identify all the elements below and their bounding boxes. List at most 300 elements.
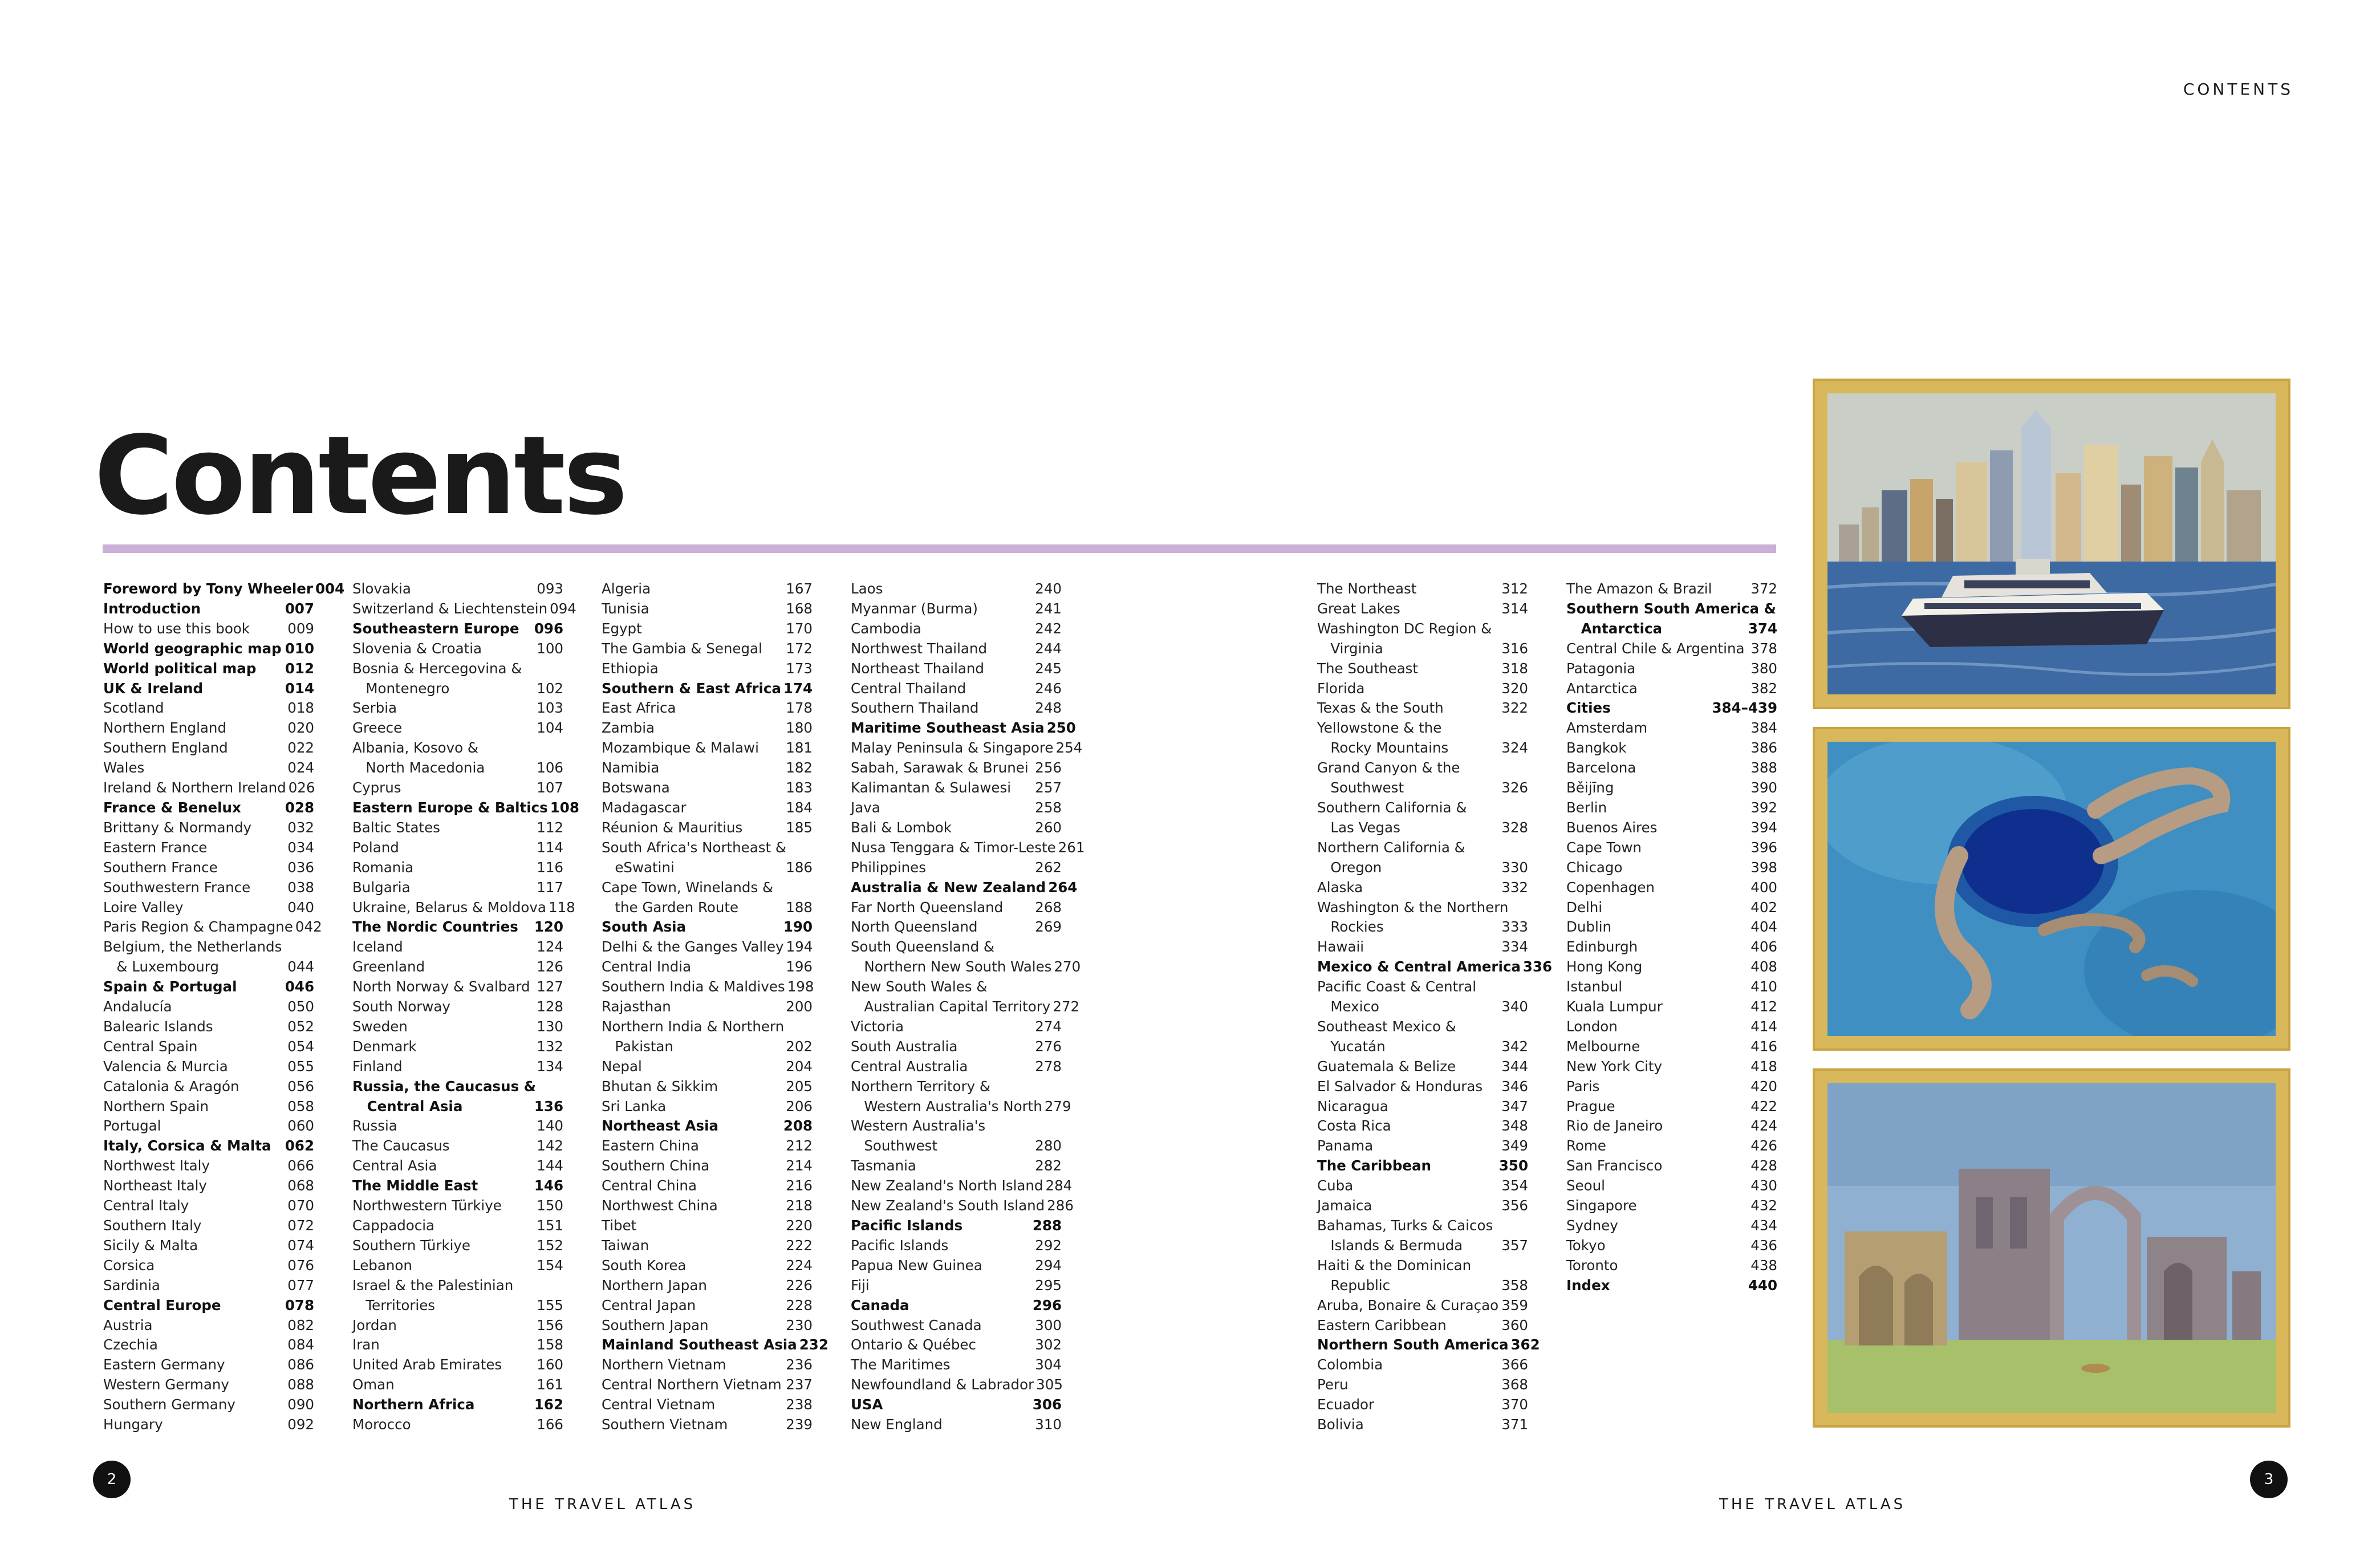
- toc-entry-page: 236: [786, 1356, 813, 1373]
- toc-entry-page: 156: [537, 1316, 563, 1333]
- toc-entry: [602, 738, 813, 758]
- toc-entry-title: Northern Territory &: [851, 1078, 991, 1095]
- toc-entry-title: The Maritimes: [851, 1356, 951, 1373]
- toc-entry-title: The Northeast: [1317, 580, 1417, 597]
- toc-entry: [851, 659, 1062, 679]
- toc-entry: [103, 1395, 314, 1415]
- toc-entry-title: Central Asia: [352, 1097, 463, 1115]
- toc-entry-title: Southeastern Europe: [352, 620, 519, 637]
- toc-entry: [1317, 599, 1528, 619]
- toc-entry-title: Northern Japan: [602, 1276, 707, 1294]
- toc-entry-page: 056: [287, 1078, 314, 1095]
- toc-entry-page: 146: [534, 1177, 563, 1194]
- toc-entry-title: Poland: [352, 839, 399, 856]
- toc-entry-page: 068: [287, 1177, 314, 1194]
- toc-entry: [1317, 858, 1528, 878]
- toc-entry-page: 372: [1751, 580, 1777, 597]
- toc-entry-title: Virginia: [1317, 640, 1383, 657]
- toc-entry: [851, 738, 1083, 758]
- toc-entry: [352, 1136, 563, 1156]
- toc-entry: [602, 1415, 813, 1435]
- toc-entry-title: New England: [851, 1416, 943, 1433]
- toc-entry-page: 406: [1751, 938, 1777, 956]
- toc-entry-title: Iran: [352, 1336, 380, 1353]
- toc-entry-title: Eastern Caribbean: [1317, 1316, 1447, 1333]
- toc-entry-title: Northwest Italy: [103, 1157, 210, 1174]
- toc-entry-page: 202: [786, 1038, 813, 1055]
- toc-entry: [352, 1156, 563, 1176]
- toc-entry-title: Iceland: [352, 938, 403, 956]
- toc-entry-page: 104: [537, 719, 563, 737]
- toc-entry-title: Index: [1566, 1276, 1610, 1294]
- toc-entry: [103, 1355, 314, 1375]
- toc-entry-title: Northwestern Türkiye: [352, 1197, 502, 1214]
- toc-section-heading: [602, 679, 813, 699]
- toc-entry-title: Guatemala & Belize: [1317, 1058, 1456, 1075]
- toc-entry-title: Nicaragua: [1317, 1097, 1388, 1115]
- toc-entry: [602, 619, 813, 639]
- toc-entry-page: 206: [786, 1097, 813, 1115]
- toc-entry: [103, 1156, 314, 1176]
- toc-entry-title: Sabah, Sarawak & Brunei: [851, 759, 1029, 776]
- toc-entry-title: UK & Ireland: [103, 680, 204, 697]
- toc-section-heading: [1566, 619, 1777, 639]
- toc-entry-title: New South Wales &: [851, 978, 988, 995]
- toc-entry-page: 142: [537, 1137, 563, 1154]
- toc-entry-title: Rio de Janeiro: [1566, 1117, 1663, 1135]
- toc-entry: [602, 1375, 813, 1395]
- toc-entry: [352, 1057, 563, 1077]
- toc-entry-title: Paris Region & Champagne: [103, 918, 293, 936]
- toc-entry-title: Egypt: [602, 620, 642, 637]
- toc-entry: [1317, 838, 1528, 858]
- toc-entry: [602, 579, 813, 599]
- toc-entry: [103, 1176, 314, 1196]
- toc-section-heading: [1317, 957, 1553, 977]
- toc-entry-title: Slovenia & Croatia: [352, 640, 482, 657]
- toc-entry-title: France & Benelux: [103, 799, 241, 816]
- toc-entry-title: Ontario & Québec: [851, 1336, 976, 1353]
- toc-entry-title: Mozambique & Malawi: [602, 739, 759, 757]
- toc-entry-page: 262: [1035, 859, 1062, 876]
- toc-entry-title: Southern Italy: [103, 1217, 202, 1234]
- toc-section-heading: [851, 718, 1076, 738]
- toc-entry-page: 328: [1501, 819, 1528, 836]
- toc-entry: [851, 917, 1062, 937]
- toc-section-heading: [103, 1296, 314, 1316]
- toc-entry-title: Jamaica: [1317, 1197, 1372, 1214]
- toc-entry-page: 168: [786, 600, 813, 617]
- toc-entry-title: Ukraine, Belarus & Moldova: [352, 898, 546, 916]
- toc-entry-page: 106: [537, 759, 563, 776]
- toc-entry: [851, 1256, 1062, 1276]
- toc-entry-page: 390: [1751, 779, 1777, 796]
- toc-entry-title: Eastern China: [602, 1137, 699, 1154]
- toc-entry: [1317, 1296, 1528, 1316]
- toc-entry-title: Brittany & Normandy: [103, 819, 252, 836]
- toc-entry-page: 312: [1501, 580, 1528, 597]
- toc-entry-title: Western Australia's North: [851, 1097, 1042, 1115]
- toc-entry: [1317, 579, 1528, 599]
- toc-entry-title: Newfoundland & Labrador: [851, 1376, 1034, 1393]
- toc-entry-page: 344: [1501, 1058, 1528, 1075]
- toc-entry-title: Bosnia & Hercegovina &: [352, 660, 522, 677]
- toc-entry: [1317, 718, 1528, 738]
- toc-entry-title: The Gambia & Senegal: [602, 640, 762, 657]
- toc-entry-title: Central Europe: [103, 1296, 221, 1314]
- toc-entry-title: Southern Türkiye: [352, 1237, 471, 1254]
- toc-entry-title: North Queensland: [851, 918, 978, 936]
- toc-entry-page: 430: [1751, 1177, 1777, 1194]
- toc-entry-title: Rocky Mountains: [1317, 739, 1449, 757]
- toc-entry: [103, 1375, 314, 1395]
- toc-entry: [1317, 1116, 1528, 1136]
- toc-entry-page: 322: [1501, 700, 1528, 717]
- toc-entry-title: Central Asia: [352, 1157, 437, 1174]
- toc-entry-page: 186: [786, 859, 813, 876]
- toc-entry: [602, 599, 813, 619]
- toc-entry: [851, 1415, 1062, 1435]
- toc-column-5: [1317, 579, 1553, 1435]
- toc-entry: [602, 878, 813, 898]
- toc-entry-page: 366: [1501, 1356, 1528, 1373]
- toc-entry-title: South Australia: [851, 1038, 958, 1055]
- toc-entry: [1566, 1156, 1777, 1176]
- toc-entry: [352, 1037, 563, 1057]
- toc-entry-page: 270: [1054, 958, 1081, 975]
- toc-entry-page: 014: [285, 680, 314, 697]
- toc-entry: [602, 1256, 813, 1276]
- toc-entry-page: 388: [1751, 759, 1777, 776]
- toc-entry-page: 346: [1501, 1078, 1528, 1095]
- toc-entry-title: Kalimantan & Sulawesi: [851, 779, 1012, 796]
- toc-entry: [352, 858, 563, 878]
- toc-entry: [602, 898, 813, 918]
- toc-entry-page: 155: [537, 1296, 563, 1314]
- toc-entry-title: Southwest Canada: [851, 1316, 982, 1333]
- toc-entry: [851, 1276, 1062, 1296]
- toc-entry: [851, 698, 1062, 718]
- toc-entry-page: 374: [1748, 620, 1777, 637]
- toc-entry-page: 182: [786, 759, 813, 776]
- toc-entry: [1566, 1037, 1777, 1057]
- toc-entry-page: 254: [1055, 739, 1083, 757]
- toc-entry-title: Washington DC Region &: [1317, 620, 1492, 637]
- toc-entry: [352, 1276, 563, 1296]
- toc-entry-page: 190: [783, 918, 813, 936]
- toc-entry: [352, 898, 575, 918]
- toc-entry-title: Canada: [851, 1296, 909, 1314]
- toc-entry-page: 117: [537, 879, 563, 896]
- toc-entry: [1566, 1057, 1777, 1077]
- toc-entry-page: 184: [786, 799, 813, 816]
- toc-entry-page: 054: [287, 1038, 314, 1055]
- toc-entry-title: Mainland Southeast Asia: [602, 1336, 797, 1353]
- toc-entry-title: Sweden: [352, 1018, 408, 1035]
- toc-entry: [851, 957, 1081, 977]
- toc-entry-page: 394: [1751, 819, 1777, 836]
- toc-entry: [1317, 997, 1528, 1017]
- toc-entry: [352, 1415, 563, 1435]
- toc-entry: [1317, 1176, 1528, 1196]
- toc-entry-page: 264: [1048, 879, 1078, 896]
- toc-entry: [103, 878, 314, 898]
- toc-entry: [103, 1077, 314, 1097]
- toc-entry: [103, 1116, 314, 1136]
- toc-entry-title: Costa Rica: [1317, 1117, 1391, 1135]
- toc-entry-page: 020: [287, 719, 314, 737]
- toc-entry-page: 261: [1058, 839, 1085, 856]
- toc-entry: [1317, 1276, 1528, 1296]
- toc-entry: [352, 1316, 563, 1336]
- toc-entry: [1317, 758, 1528, 778]
- toc-entry-page: 194: [786, 938, 813, 956]
- toc-entry-page: 416: [1751, 1038, 1777, 1055]
- toc-entry-title: Loire Valley: [103, 898, 184, 916]
- page-title: Contents: [94, 413, 626, 539]
- toc-entry: [352, 679, 563, 699]
- toc-entry: [851, 1355, 1062, 1375]
- toc-entry-page: 103: [537, 700, 563, 717]
- toc-entry-page: 136: [534, 1097, 563, 1115]
- toc-entry-page: 172: [786, 640, 813, 657]
- toc-section-heading: [103, 679, 314, 699]
- toc-entry: [103, 898, 314, 918]
- toc-entry-page: 414: [1751, 1018, 1777, 1035]
- toc-entry-title: Alaska: [1317, 879, 1363, 896]
- toc-entry-title: Southern California &: [1317, 799, 1467, 816]
- toc-entry: [1317, 1316, 1528, 1336]
- toc-entry: [1317, 1017, 1528, 1037]
- toc-entry-page: 107: [537, 779, 563, 796]
- toc-entry-title: Scotland: [103, 700, 164, 717]
- toc-entry: [1317, 1057, 1528, 1077]
- toc-section-heading: [851, 878, 1078, 898]
- toc-entry-title: Barcelona: [1566, 759, 1636, 776]
- toc-section-heading: [1566, 1276, 1777, 1296]
- toc-entry-title: Spain & Portugal: [103, 978, 237, 995]
- toc-entry-title: Madagascar: [602, 799, 687, 816]
- toc-entry: [1317, 1256, 1528, 1276]
- toc-entry-page: 055: [287, 1058, 314, 1075]
- toc-entry-page: 130: [537, 1018, 563, 1035]
- toc-entry: [352, 1256, 563, 1276]
- toc-entry-title: Denmark: [352, 1038, 417, 1055]
- toc-entry: [1566, 778, 1777, 798]
- toc-entry: [352, 1236, 563, 1256]
- toc-entry-page: 093: [537, 580, 563, 597]
- toc-entry-page: 300: [1035, 1316, 1062, 1333]
- toc-entry-page: 240: [1035, 580, 1062, 597]
- toc-entry-page: 436: [1751, 1237, 1777, 1254]
- toc-entry-page: 120: [534, 918, 563, 936]
- toc-entry-page: 132: [537, 1038, 563, 1055]
- toc-entry-title: Andalucía: [103, 998, 172, 1015]
- toc-entry-title: Great Lakes: [1317, 600, 1400, 617]
- toc-entry: [851, 937, 1062, 957]
- toc-section-heading: [352, 798, 579, 818]
- toc-entry-title: Bhutan & Sikkim: [602, 1078, 718, 1095]
- toc-entry: [103, 1236, 314, 1256]
- toc-entry-page: 396: [1751, 839, 1777, 856]
- toc-entry-title: Israel & the Palestinian: [352, 1276, 514, 1294]
- toc-entry-title: Oman: [352, 1376, 395, 1393]
- toc-entry-page: 183: [786, 779, 813, 796]
- toc-entry-page: 118: [548, 898, 575, 916]
- toc-entry-page: 426: [1751, 1137, 1777, 1154]
- toc-entry-title: Northwest China: [602, 1197, 718, 1214]
- toc-entry-title: Victoria: [851, 1018, 904, 1035]
- toc-entry: [851, 758, 1062, 778]
- toc-entry-page: 022: [287, 739, 314, 757]
- toc-entry: [352, 1296, 563, 1316]
- toc-entry-title: The Middle East: [352, 1177, 478, 1194]
- toc-entry-page: 167: [786, 580, 813, 597]
- toc-entry: [103, 818, 314, 838]
- toc-entry-page: 134: [537, 1058, 563, 1075]
- toc-entry-page: 245: [1035, 660, 1062, 677]
- toc-entry-title: London: [1566, 1018, 1618, 1035]
- toc-entry-page: 250: [1046, 719, 1076, 737]
- toc-entry-title: Delhi & the Ganges Valley: [602, 938, 784, 956]
- toc-entry-title: Southeast Mexico &: [1317, 1018, 1456, 1035]
- toc-entry: [352, 937, 563, 957]
- toc-entry-title: North Norway & Svalbard: [352, 978, 530, 995]
- toc-section-heading: [352, 917, 563, 937]
- toc-entry-page: 108: [550, 799, 579, 816]
- toc-entry: [1317, 1196, 1528, 1216]
- toc-entry: [851, 1116, 1062, 1136]
- toc-entry-title: Northern England: [103, 719, 227, 737]
- toc-entry: [851, 1375, 1062, 1395]
- toc-entry-title: Haiti & the Dominican: [1317, 1257, 1472, 1274]
- toc-entry: [602, 1017, 813, 1037]
- toc-entry-title: Lebanon: [352, 1257, 412, 1274]
- toc-entry-page: 086: [287, 1356, 314, 1373]
- toc-entry: [103, 1276, 314, 1296]
- title-rule: [103, 544, 1776, 553]
- toc-entry-title: Australia & New Zealand: [851, 879, 1046, 896]
- toc-entry-title: Northern California &: [1317, 839, 1465, 856]
- toc-entry-page: 077: [287, 1276, 314, 1294]
- toc-entry: [1566, 659, 1777, 679]
- toc-entry-title: Hong Kong: [1566, 958, 1643, 975]
- toc-entry-title: Australian Capital Territory: [851, 998, 1051, 1015]
- toc-entry: [103, 1216, 314, 1236]
- toc-entry-title: Central Thailand: [851, 680, 966, 697]
- toc-entry: [1566, 937, 1777, 957]
- toc-entry-page: 386: [1751, 739, 1777, 757]
- toc-entry-title: Central China: [602, 1177, 697, 1194]
- toc-entry: [103, 858, 314, 878]
- toc-entry-title: Tasmania: [851, 1157, 916, 1174]
- toc-entry-title: Pacific Islands: [851, 1217, 963, 1234]
- toc-entry: [1566, 1176, 1777, 1196]
- toc-entry-page: 042: [295, 918, 322, 936]
- toc-entry-title: Ecuador: [1317, 1396, 1375, 1413]
- toc-entry-page: 066: [287, 1157, 314, 1174]
- toc-entry-title: Namibia: [602, 759, 660, 776]
- toc-entry-page: 241: [1035, 600, 1062, 617]
- toc-entry-title: Istanbul: [1566, 978, 1623, 995]
- toc-entry-page: 094: [550, 600, 576, 617]
- toc-entry: [851, 898, 1062, 918]
- toc-entry: [1317, 1415, 1528, 1435]
- toc-entry: [352, 957, 563, 977]
- toc-entry: [1566, 1196, 1777, 1216]
- toc-section-heading: [851, 1395, 1062, 1415]
- toc-entry-title: Pacific Coast & Central: [1317, 978, 1477, 995]
- toc-entry: [602, 1176, 813, 1196]
- toc-entry-title: Edinburgh: [1566, 938, 1638, 956]
- toc-entry-page: 357: [1501, 1237, 1528, 1254]
- toc-entry-page: 012: [285, 660, 314, 677]
- toc-entry-title: Catalonia & Aragón: [103, 1078, 239, 1095]
- toc-entry-title: East Africa: [602, 700, 676, 717]
- toc-entry-title: Zambia: [602, 719, 655, 737]
- toc-entry-page: 237: [786, 1376, 813, 1393]
- toc-entry: [103, 758, 314, 778]
- toc-entry: [851, 1097, 1071, 1117]
- toc-entry-page: 248: [1035, 700, 1062, 717]
- toc-entry-page: 257: [1035, 779, 1062, 796]
- toc-column-3: [602, 579, 828, 1435]
- toc-entry-page: 216: [786, 1177, 813, 1194]
- toc-entry-page: 174: [783, 680, 813, 697]
- toc-entry-title: Antarctica: [1566, 620, 1663, 637]
- toc-entry-page: 280: [1035, 1137, 1062, 1154]
- toc-entry-title: Montenegro: [352, 680, 450, 697]
- toc-entry-page: 060: [287, 1117, 314, 1135]
- toc-entry-title: Southern France: [103, 859, 218, 876]
- toc-entry-page: 246: [1035, 680, 1062, 697]
- toc-entry-page: 036: [287, 859, 314, 876]
- toc-entry-title: Dublin: [1566, 918, 1612, 936]
- toc-entry: [352, 1216, 563, 1236]
- toc-entry: [1566, 579, 1777, 599]
- toc-entry-title: Melbourne: [1566, 1038, 1640, 1055]
- toc-entry-title: Northern New South Wales: [851, 958, 1052, 975]
- toc-entry-page: 384–439: [1712, 700, 1777, 717]
- toc-entry-page: 198: [787, 978, 814, 995]
- toc-entry: [1317, 798, 1528, 818]
- toc-entry-page: 371: [1501, 1416, 1528, 1433]
- toc-entry: [1317, 1395, 1528, 1415]
- toc-entry-page: 224: [786, 1257, 813, 1274]
- toc-entry-title: Copenhagen: [1566, 879, 1655, 896]
- toc-entry: [352, 738, 563, 758]
- toc-entry: [851, 1316, 1062, 1336]
- toc-entry-page: 208: [783, 1117, 813, 1135]
- toc-entry-page: 204: [786, 1058, 813, 1075]
- toc-entry: [602, 997, 813, 1017]
- toc-entry-title: The Amazon & Brazil: [1566, 580, 1712, 597]
- toc-entry: [851, 679, 1062, 699]
- toc-entry: [1566, 1077, 1777, 1097]
- toc-entry-page: 212: [786, 1137, 813, 1154]
- toc-entry-title: Southwest: [851, 1137, 938, 1154]
- toc-entry-page: 144: [537, 1157, 563, 1174]
- toc-entry-page: 268: [1035, 898, 1062, 916]
- toc-entry-page: 272: [1053, 998, 1080, 1015]
- toc-entry-page: 004: [315, 580, 345, 597]
- toc-entry-page: 316: [1501, 640, 1528, 657]
- toc-entry-title: Northeast Asia: [602, 1117, 719, 1135]
- toc-entry-page: 428: [1751, 1157, 1777, 1174]
- toc-entry-page: 009: [287, 620, 314, 637]
- toc-entry: [1317, 659, 1528, 679]
- toc-column-2: [352, 579, 579, 1435]
